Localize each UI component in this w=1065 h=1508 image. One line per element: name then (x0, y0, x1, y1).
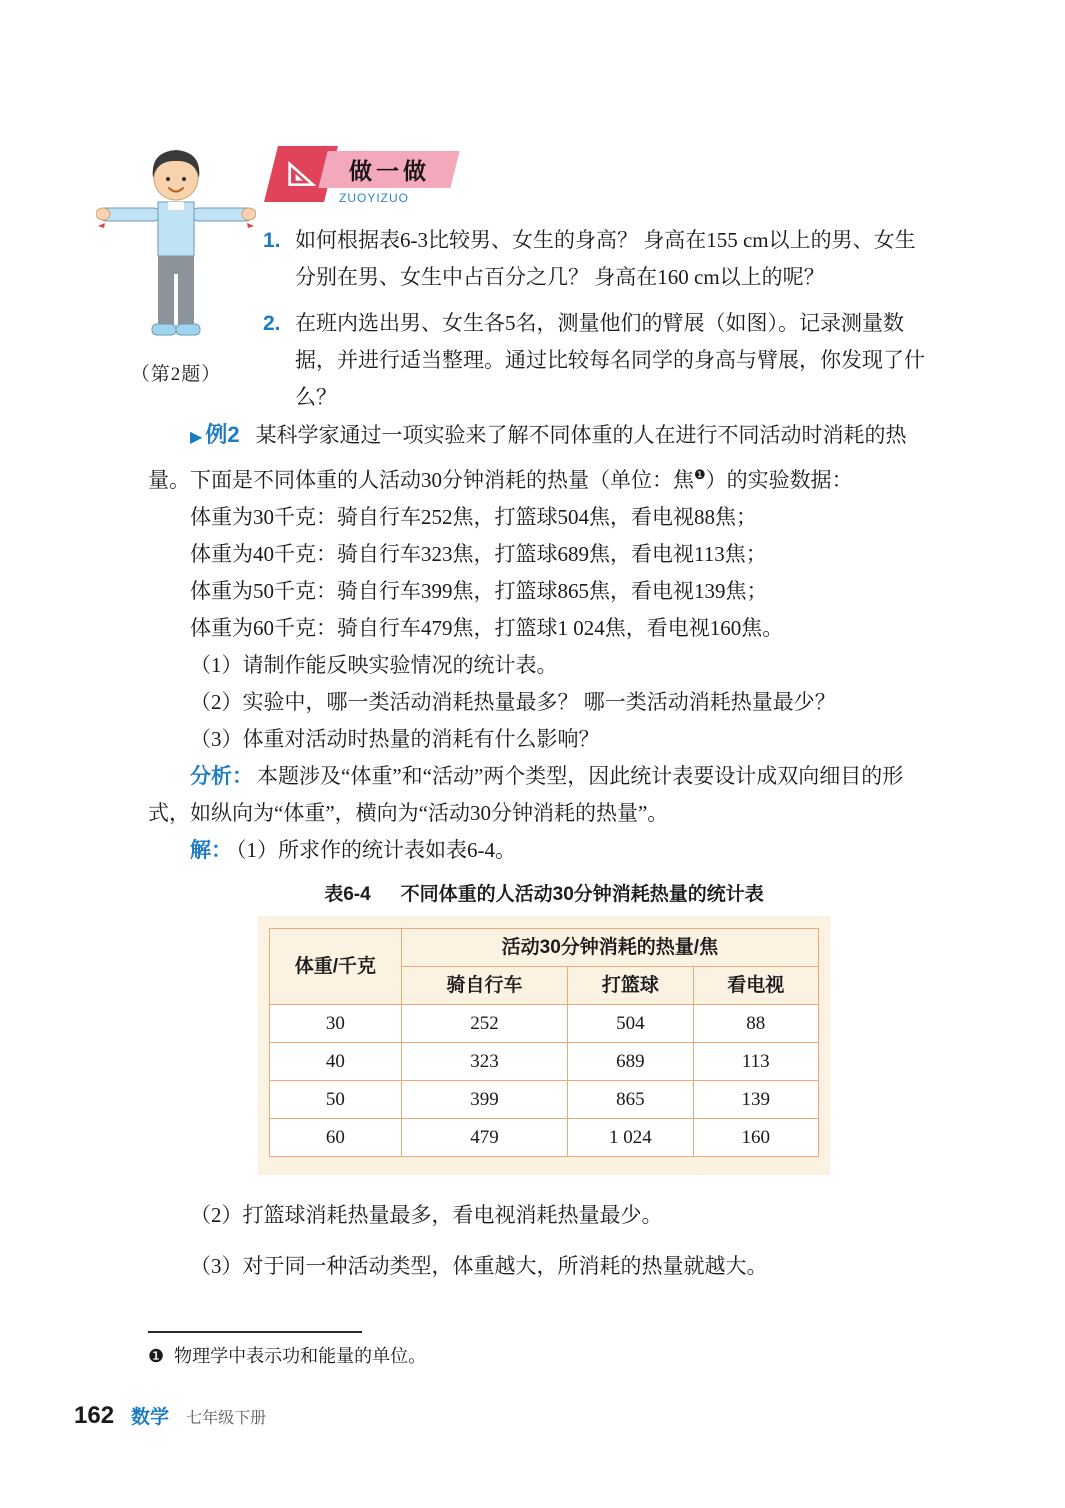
example-intro-text-end: ）的实验数据： (705, 468, 853, 492)
table-cell: 252 (401, 1005, 567, 1043)
data-line: 体重为50千克：骑自行车399焦，打篮球865焦，看电视139焦； (190, 579, 768, 603)
table-caption (258, 882, 830, 908)
solution-paragraph (148, 832, 934, 869)
activity-item-number: 1. (263, 229, 281, 252)
example-marker-icon: ▶ (190, 429, 203, 446)
table-subheader-cycling: 骑自行车 (401, 967, 567, 1005)
activity-section (263, 146, 935, 425)
table-cell: 399 (401, 1081, 567, 1119)
table-cell: 160 (693, 1119, 818, 1157)
table-panel (258, 916, 830, 1175)
statistics-table (269, 928, 819, 1157)
question-line: （3）体重对活动时热量的消耗有什么影响？ (190, 727, 600, 751)
answer-line: （2）打篮球消耗热量最多，看电视消耗热量最少。 (190, 1203, 663, 1227)
question-line: （2）实验中，哪一类活动消耗热量最多？ 哪一类活动消耗热量最少？ (190, 690, 836, 714)
page-number: 162 (74, 1402, 115, 1429)
table-cell: 479 (401, 1119, 567, 1157)
table-cell: 60 (270, 1119, 402, 1157)
table-corner-header: 体重/千克 (270, 929, 402, 1005)
analysis-label: 分析： (190, 765, 253, 788)
figure-caption: （第2题） (130, 364, 222, 385)
table-row (270, 1081, 819, 1119)
activity-item-text: 在班内选出男、女生各5名，测量他们的臂展（如图）。记录测量数据，并进行适当整理。通过比较每名同学的身高与臂展，你发现了什么？ (295, 311, 925, 409)
activity-banner-strip (318, 151, 459, 188)
table-subheader-basketball: 打篮球 (568, 967, 693, 1005)
table-cell: 504 (568, 1005, 693, 1043)
footnote-divider (148, 1331, 362, 1333)
example-intro-text: 某科学家通过一项实验来了解不同体重的人在进行不同活动时消耗的热量。下面是不同体重的人活动30分钟消耗的热量（单位：焦 (148, 423, 907, 492)
table-subheader-tv: 看电视 (693, 967, 818, 1005)
main-content (148, 416, 934, 1285)
solution-text: （1）所求作的统计表如表6-4。 (236, 838, 516, 862)
footnote-reference: ❶ (694, 467, 706, 482)
answer-line: （3）对于同一种活动类型，体重越大，所消耗的热量就越大。 (190, 1254, 768, 1278)
data-line: 体重为30千克：骑自行车252焦，打篮球504焦，看电视88焦； (190, 505, 757, 529)
table-row (270, 1005, 819, 1043)
footnote (148, 1341, 426, 1371)
table-caption-label: 表6-4 (324, 884, 371, 905)
table-cell: 139 (693, 1081, 818, 1119)
table-cell: 1 024 (568, 1119, 693, 1157)
table-cell: 113 (693, 1043, 818, 1081)
footnote-marker: ❶ (148, 1346, 165, 1366)
activity-subtitle: ZUOYIZUO (339, 191, 409, 205)
armspan-illustration (92, 140, 260, 386)
table-cell: 323 (401, 1043, 567, 1081)
question-line: （1）请制作能反映实验情况的统计表。 (190, 653, 558, 677)
footnote-text: 物理学中表示功和能量的单位。 (174, 1346, 427, 1366)
book-title: 七年级下册 (186, 1410, 267, 1427)
activity-item-2 (263, 305, 935, 416)
analysis-paragraph (148, 758, 934, 832)
example-label: 例2 (205, 422, 240, 447)
table-cell: 689 (568, 1043, 693, 1081)
activity-banner (263, 146, 935, 210)
activity-title: 做一做 (348, 158, 430, 184)
table-caption-text: 不同体重的人活动30分钟消耗热量的统计表 (400, 884, 764, 905)
table-span-header: 活动30分钟消耗的热量/焦 (401, 929, 818, 967)
person-armspan-drawing (96, 140, 256, 346)
page-footer (74, 1402, 266, 1430)
subject-label: 数学 (131, 1407, 170, 1428)
table-row (270, 1119, 819, 1157)
table-row (270, 1043, 819, 1081)
activity-item-1 (263, 222, 935, 296)
table-cell: 50 (270, 1081, 402, 1119)
table-cell: 88 (693, 1005, 818, 1043)
solution-label: 解： (190, 839, 232, 862)
activity-item-text: 如何根据表6-3比较男、女生的身高？ 身高在155 cm以上的男、女生分别在男、女生中占百分之几？ 身高在160 cm以上的呢？ (295, 228, 916, 289)
table-cell: 30 (270, 1005, 402, 1043)
data-line: 体重为60千克：骑自行车479焦，打篮球1 024焦，看电视160焦。 (190, 616, 784, 640)
example-paragraph (148, 416, 934, 499)
table-cell: 40 (270, 1043, 402, 1081)
analysis-text: 本题涉及“体重”和“活动”两个类型，因此统计表要设计成双向细目的形式，如纵向为“体重”，横向为“活动30分钟消耗的热量”。 (148, 764, 904, 825)
table-cell: 865 (568, 1081, 693, 1119)
data-line: 体重为40千克：骑自行车323焦，打篮球689焦，看电视113焦； (190, 542, 767, 566)
activity-item-number: 2. (263, 312, 281, 335)
